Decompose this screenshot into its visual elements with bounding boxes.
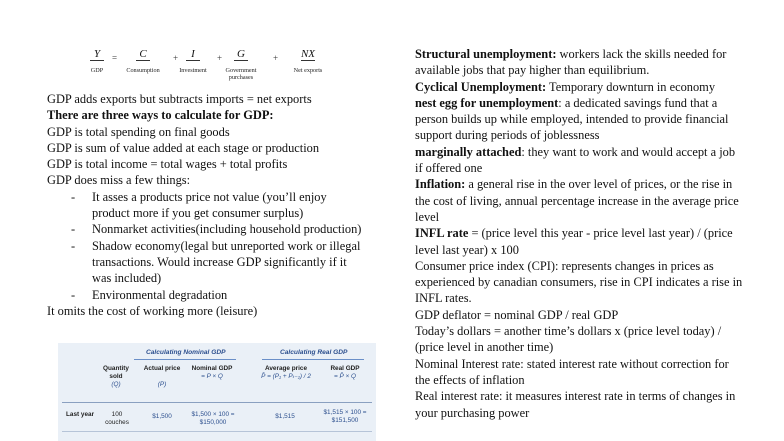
table-divider bbox=[62, 431, 372, 432]
table-group-real: Calculating Real GDP bbox=[280, 349, 348, 356]
table-header-price: Actual price (P) bbox=[143, 365, 181, 388]
net-exports-note: GDP adds exports but subtracts imports = net exports bbox=[47, 92, 312, 106]
table-header-real: Real GDP = P̄ × Q bbox=[330, 365, 360, 380]
eq-label-investment: Investment bbox=[179, 67, 207, 74]
eq-term-nx: NX bbox=[300, 48, 316, 60]
eq-operator: + bbox=[217, 53, 223, 63]
table-group-rule bbox=[134, 359, 236, 360]
gdp-calculation-table bbox=[58, 343, 376, 441]
structural-unemployment: Structural unemployment: workers lack the skills needed for available jobs that pay higher than equilibrium. bbox=[415, 47, 727, 78]
cropped-text-fragment bbox=[128, 42, 174, 47]
nest-egg-definition: nest egg for unemployment: a dedicated savings fund that a person builds up while employed, intended to provide financial support during periods of joblessness bbox=[415, 95, 729, 143]
inflation-rate-formula: INFL rate = (price level this year - price level last year) / (price level last year) x 100 bbox=[415, 226, 733, 257]
left-column bbox=[47, 91, 367, 319]
list-item: - It asses a products price not value (you’ll enjoy product more if you get consumer surplus) bbox=[71, 189, 327, 221]
table-cell-quantity: 100 couches bbox=[105, 411, 129, 426]
three-ways-heading: There are three ways to calculate for GDP: bbox=[47, 108, 274, 123]
eq-label-government: Government purchases bbox=[225, 67, 257, 81]
table-row-label: Last year bbox=[66, 411, 95, 418]
table-cell-nominal: $1,500 × 100 = $150,000 bbox=[191, 411, 235, 426]
cyclical-unemployment: Cyclical Unemployment: Temporary downturn in economy bbox=[415, 79, 716, 94]
eq-operator: + bbox=[173, 53, 179, 63]
table-cell-real: $1,515 × 100 = $151,500 bbox=[323, 409, 367, 424]
eq-term-g: G bbox=[232, 48, 250, 61]
eq-term-c: C bbox=[134, 48, 152, 61]
cpi-definition: Consumer price index (CPI): represents changes in prices as experienced by canadian consumers, rise in CPI indicates a rise in INFL rates. bbox=[415, 258, 743, 306]
gdp-way-income: GDP is total income = total wages + total profits bbox=[47, 157, 288, 172]
eq-label-gdp: GDP bbox=[90, 67, 104, 74]
eq-label-net-exports: Net exports bbox=[293, 67, 323, 74]
eq-operator: = bbox=[112, 53, 118, 63]
eq-term-i: I bbox=[184, 48, 202, 61]
table-header-average: Average price P̄ = (P₁ + Pₜ₋₁) / 2 bbox=[261, 365, 311, 380]
gdp-misses-heading: GDP does miss a few things: bbox=[47, 173, 191, 188]
table-cell-price: $1,500 bbox=[152, 413, 172, 420]
eq-operator: + bbox=[273, 53, 279, 63]
inflation-definition: Inflation: a general rise in the over level of prices, or the rise in the cost of living, annual percentage increase in the average price level bbox=[415, 177, 739, 224]
omits-leisure-note: It omits the cost of working more (leisure) bbox=[47, 303, 258, 318]
marginally-attached-definition: marginally attached: they want to work and would accept a job if offered one bbox=[415, 144, 736, 176]
gdp-equation bbox=[82, 48, 338, 82]
real-interest-definition: Real interest rate: it measures interest rate in terms of changes in your purchasing power bbox=[415, 389, 736, 420]
table-cell-average: $1,515 bbox=[275, 413, 295, 420]
table-group-nominal: Calculating Nominal GDP bbox=[146, 349, 226, 356]
table-header-nominal: Nominal GDP = P × Q bbox=[191, 365, 233, 380]
todays-dollars-formula: Today’s dollars = another time’s dollars x (price level today) / (price level in another time) bbox=[415, 324, 722, 355]
table-divider bbox=[62, 402, 372, 403]
list-item: - Shadow economy(legal but unreported work or illegal transactions. Would increase GDP significantly if it was included) bbox=[71, 238, 361, 286]
eq-label-consumption: Consumption bbox=[126, 67, 160, 74]
gdp-deflator-formula: GDP deflator = nominal GDP / real GDP bbox=[415, 307, 619, 322]
table-header-quantity: Quantity sold (Q) bbox=[103, 365, 129, 388]
eq-term-y: Y bbox=[88, 48, 106, 61]
gdp-way-value-added: GDP is sum of value added at each stage or production bbox=[47, 140, 320, 155]
list-item: - Nonmarket activities(including household production) bbox=[71, 222, 362, 237]
table-group-rule bbox=[262, 359, 364, 360]
gdp-way-spending: GDP is total spending on final goods bbox=[47, 124, 230, 139]
right-column bbox=[415, 46, 745, 421]
list-item: - Environmental degradation bbox=[71, 287, 228, 302]
nominal-interest-definition: Nominal Interest rate: stated interest rate without correction for the effects of inflation bbox=[415, 356, 729, 387]
